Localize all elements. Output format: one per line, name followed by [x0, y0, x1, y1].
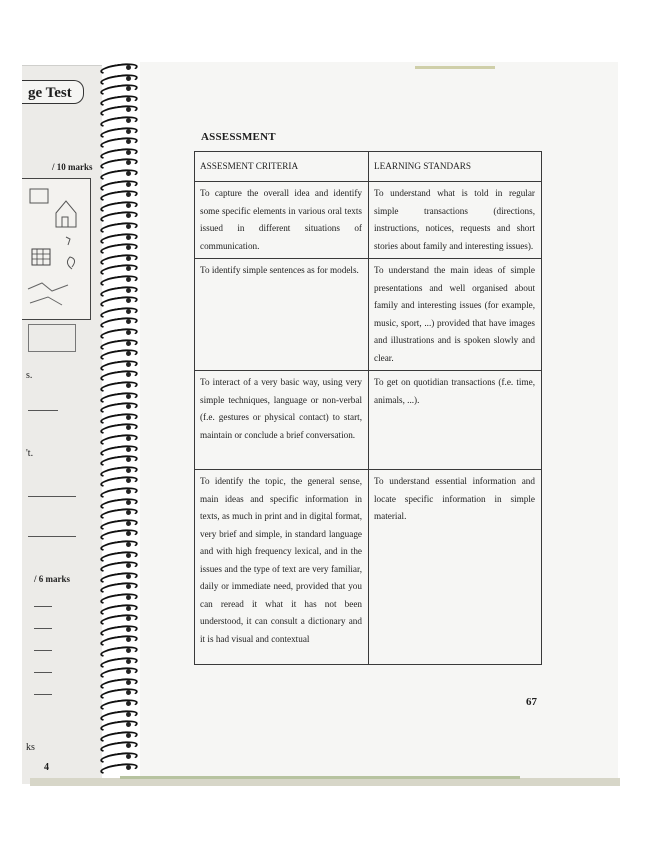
- page-edge-strip: [415, 66, 495, 69]
- spiral-coil-icon: [96, 350, 138, 358]
- spiral-binding: [96, 64, 138, 776]
- spiral-coil-icon: [96, 191, 138, 199]
- spiral-coil-icon: [96, 541, 138, 549]
- left-answer-line: [28, 410, 58, 411]
- table-row: [195, 371, 542, 470]
- spiral-coil-icon: [96, 138, 138, 146]
- page-bottom-accent: [120, 776, 520, 779]
- criteria-cell: To identify simple sentences as for models.: [195, 259, 369, 371]
- spiral-coil-icon: [96, 700, 138, 708]
- spiral-coil-icon: [96, 128, 138, 136]
- spiral-coil-icon: [96, 764, 138, 772]
- spiral-coil-icon: [96, 297, 138, 305]
- spiral-coil-icon: [96, 170, 138, 178]
- spiral-coil-icon: [96, 446, 138, 454]
- spiral-coil-icon: [96, 106, 138, 114]
- spiral-coil-icon: [96, 477, 138, 485]
- spiral-coil-icon: [96, 488, 138, 496]
- left-page-number: 4: [44, 762, 49, 773]
- criteria-cell: To interact of a very basic way, using very simple techniques, language or non-verbal (f.e. gestures or physical contact) to start, maintain or conclude a brief conversation.: [195, 371, 369, 470]
- left-text-fragment: s.: [26, 370, 33, 381]
- spiral-coil-icon: [96, 212, 138, 220]
- left-page-tab: ge Test: [22, 80, 84, 104]
- left-answer-line: [28, 536, 76, 537]
- standards-cell: To understand what is told in regular simple transactions (directions, instructions, notices, requests and short stories about family and interesting issues).: [369, 182, 542, 259]
- spiral-coil-icon: [96, 287, 138, 295]
- left-page: [22, 65, 102, 784]
- criteria-cell: To identify the topic, the general sense, main ideas and specific information in texts, as much in print and in digital format, very brief and simple, in standard language and with high frequency lexical, and in the issues and the type of text are very familiar, daily or immediate need, provided that you can reread it what it has not been understood, it can consult a dictionary and it is had visual and contextual: [195, 470, 369, 665]
- spiral-coil-icon: [96, 340, 138, 348]
- spiral-coil-icon: [96, 615, 138, 623]
- spiral-coil-icon: [96, 435, 138, 443]
- spiral-coil-icon: [96, 159, 138, 167]
- spiral-coil-icon: [96, 96, 138, 104]
- spiral-coil-icon: [96, 562, 138, 570]
- spiral-coil-icon: [96, 181, 138, 189]
- table-row: [195, 470, 542, 665]
- spiral-coil-icon: [96, 234, 138, 242]
- assessment-table: [194, 151, 542, 665]
- spiral-coil-icon: [96, 594, 138, 602]
- left-answer-line: [34, 694, 52, 695]
- spiral-coil-icon: [96, 658, 138, 666]
- spiral-coil-icon: [96, 393, 138, 401]
- spiral-coil-icon: [96, 456, 138, 464]
- spiral-coil-icon: [96, 721, 138, 729]
- spiral-coil-icon: [96, 64, 138, 72]
- standards-cell: To understand the main ideas of simple presentations and well organised about family and interesting issues (for example, music, sport, ...) provided that have images and illustrations and is spoken slowly and clear.: [369, 259, 542, 371]
- spiral-coil-icon: [96, 636, 138, 644]
- spiral-coil-icon: [96, 255, 138, 263]
- spiral-coil-icon: [96, 499, 138, 507]
- spiral-coil-icon: [96, 424, 138, 432]
- spiral-coil-icon: [96, 361, 138, 369]
- left-marks-top: / 10 marks: [52, 162, 93, 172]
- spiral-coil-icon: [96, 552, 138, 560]
- spiral-coil-icon: [96, 753, 138, 761]
- spiral-coil-icon: [96, 742, 138, 750]
- page-number: 67: [526, 696, 537, 708]
- spiral-coil-icon: [96, 382, 138, 390]
- left-answer-line: [34, 628, 52, 629]
- spiral-coil-icon: [96, 668, 138, 676]
- left-answer-line: [28, 496, 76, 497]
- spiral-coil-icon: [96, 467, 138, 475]
- left-answer-box: [28, 324, 76, 352]
- table-row: [195, 182, 542, 259]
- spiral-coil-icon: [96, 414, 138, 422]
- spiral-coil-icon: [96, 276, 138, 284]
- page-bottom-edge: [30, 778, 620, 786]
- spiral-coil-icon: [96, 573, 138, 581]
- spiral-coil-icon: [96, 679, 138, 687]
- house-illustration-icon: [22, 179, 90, 319]
- spiral-coil-icon: [96, 117, 138, 125]
- left-marks-bottom: / 6 marks: [34, 574, 70, 584]
- left-answer-line: [34, 606, 52, 607]
- left-text-fragment: 't.: [26, 448, 34, 459]
- spiral-coil-icon: [96, 202, 138, 210]
- spiral-coil-icon: [96, 626, 138, 634]
- criteria-cell: To capture the overall idea and identify some specific elements in various oral texts issued in different situations of communication.: [195, 182, 369, 259]
- left-answer-line: [34, 650, 52, 651]
- spiral-coil-icon: [96, 530, 138, 538]
- spiral-coil-icon: [96, 329, 138, 337]
- spiral-coil-icon: [96, 732, 138, 740]
- spiral-coil-icon: [96, 244, 138, 252]
- column-header-standards: LEARNING STANDARS: [369, 152, 542, 182]
- left-text-fragment: ks: [26, 742, 35, 753]
- spiral-coil-icon: [96, 509, 138, 517]
- spiral-coil-icon: [96, 265, 138, 273]
- spiral-coil-icon: [96, 223, 138, 231]
- spiral-coil-icon: [96, 85, 138, 93]
- left-page-illustration: [22, 178, 91, 320]
- table-header-row: [195, 152, 542, 182]
- spiral-coil-icon: [96, 403, 138, 411]
- spiral-coil-icon: [96, 520, 138, 528]
- spiral-coil-icon: [96, 308, 138, 316]
- spiral-coil-icon: [96, 689, 138, 697]
- column-header-criteria: ASSESMENT CRITERIA: [195, 152, 369, 182]
- spiral-coil-icon: [96, 605, 138, 613]
- spiral-coil-icon: [96, 711, 138, 719]
- left-answer-line: [34, 672, 52, 673]
- spiral-coil-icon: [96, 149, 138, 157]
- assessment-heading: ASSESSMENT: [201, 131, 276, 143]
- standards-cell: To understand essential information and locate specific information in simple material.: [369, 470, 542, 665]
- spiral-coil-icon: [96, 75, 138, 83]
- spiral-coil-icon: [96, 647, 138, 655]
- spiral-coil-icon: [96, 371, 138, 379]
- spiral-coil-icon: [96, 583, 138, 591]
- spiral-coil-icon: [96, 318, 138, 326]
- standards-cell: To get on quotidian transactions (f.e. time, animals, ...).: [369, 371, 542, 470]
- table-row: [195, 259, 542, 371]
